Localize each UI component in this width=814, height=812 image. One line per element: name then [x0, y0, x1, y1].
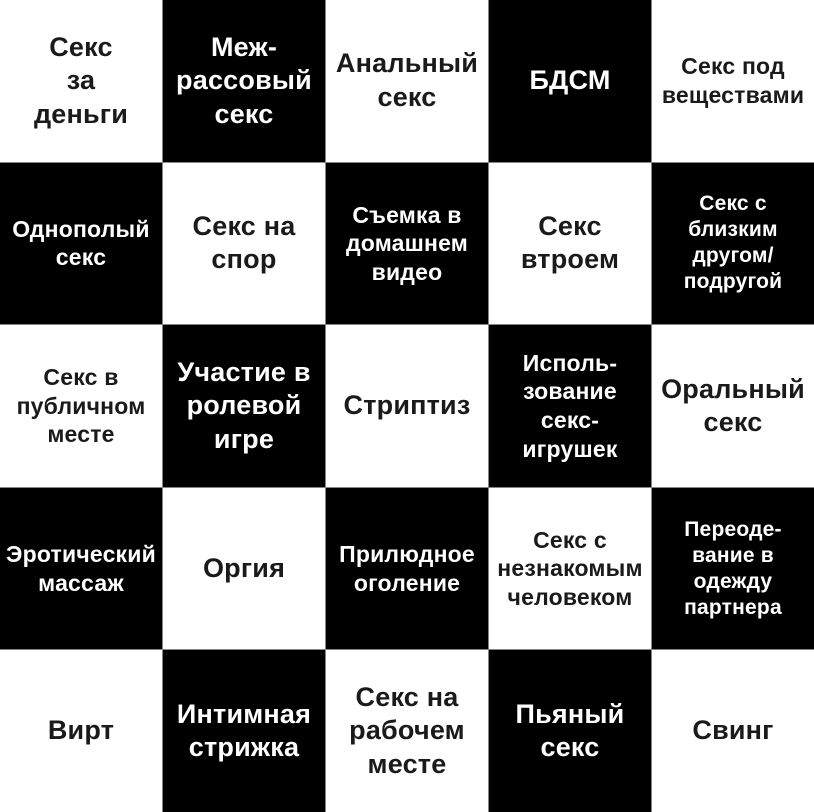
bingo-cell-label: Интимная стрижка — [176, 698, 312, 763]
bingo-cell-label: Оральный секс — [661, 373, 805, 437]
bingo-cell-r5c4 — [489, 650, 651, 812]
bingo-cell-r4c2 — [163, 488, 325, 650]
bingo-cell-r2c2 — [163, 163, 325, 325]
bingo-cell-r3c1 — [0, 325, 162, 487]
bingo-cell-r1c1 — [0, 0, 162, 162]
bingo-cell-r3c3 — [326, 325, 488, 487]
bingo-cell-label: Секс с близким другом/ подругой — [683, 192, 783, 294]
bingo-cell-label: Секс за деньги — [33, 31, 129, 129]
bingo-cell-r2c4 — [489, 163, 651, 325]
bingo-cell-r5c2 — [163, 650, 325, 812]
bingo-cell-label: Эротический массаж — [6, 541, 156, 596]
bingo-cell-label: Пьяный секс — [515, 698, 625, 763]
bingo-cell-r3c2 — [163, 325, 325, 487]
bingo-cell-label: Секс на рабочем месте — [349, 681, 465, 779]
bingo-cell-r1c5 — [652, 0, 814, 162]
bingo-cell-label: Вирт — [47, 715, 115, 746]
bingo-cell-r1c2 — [163, 0, 325, 162]
bingo-cell-label: БДСМ — [529, 65, 611, 96]
bingo-cell-label: Секс под веществами — [661, 53, 805, 108]
bingo-cell-r5c5 — [652, 650, 814, 812]
bingo-cell-label: Оргия — [202, 552, 286, 583]
bingo-cell-label: Секс на спор — [192, 210, 296, 275]
bingo-cell-label: Прилюдное оголение — [339, 541, 475, 596]
bingo-cell-r5c1 — [0, 650, 162, 812]
bingo-cell-label: Секс в публичном месте — [16, 364, 146, 448]
bingo-cell-r2c1 — [0, 163, 162, 325]
bingo-cell-r2c5 — [652, 163, 814, 325]
bingo-cell-label: Съемка в домашнем видео — [345, 201, 468, 285]
bingo-cell-label: Однополый секс — [12, 215, 150, 271]
bingo-cell-r3c4 — [489, 325, 651, 487]
bingo-cell-label: Секс втроем — [520, 210, 620, 275]
bingo-cell-label: Участие в ролевой игре — [177, 356, 311, 454]
bingo-cell-r2c3 — [326, 163, 488, 325]
bingo-cell-label: Переоде- вание в одежду партнера — [684, 517, 782, 619]
bingo-cell-label: Секс с незнакомым человеком — [497, 526, 643, 610]
bingo-cell-label: Свинг — [692, 715, 774, 746]
bingo-cell-label: Исполь- зование секс- игрушек — [522, 349, 618, 462]
bingo-cell-label: Стриптиз — [343, 390, 471, 421]
bingo-cell-r3c5 — [652, 325, 814, 487]
bingo-cell-r4c4 — [489, 488, 651, 650]
bingo-cell-label: Анальный секс — [335, 48, 479, 112]
bingo-cell-r1c4 — [489, 0, 651, 162]
bingo-cell-r1c3 — [326, 0, 488, 162]
bingo-cell-label: Меж- рассовый секс — [176, 31, 312, 129]
bingo-cell-r4c5 — [652, 488, 814, 650]
bingo-cell-r5c3 — [326, 650, 488, 812]
bingo-cell-r4c3 — [326, 488, 488, 650]
bingo-cell-r4c1 — [0, 488, 162, 650]
